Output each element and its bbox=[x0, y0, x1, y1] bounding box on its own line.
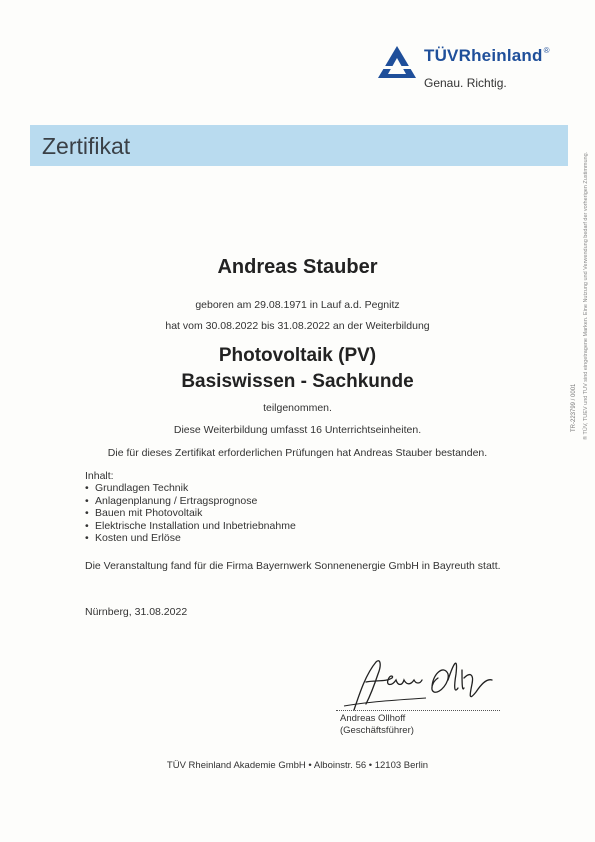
list-item bbox=[85, 520, 296, 533]
list-item-text: Anlagenplanung / Ertragsprognose bbox=[95, 494, 258, 507]
signer-role: (Geschäftsführer) bbox=[340, 725, 414, 736]
registered-mark: ® bbox=[543, 46, 550, 55]
participated-text: teilgenommen. bbox=[263, 402, 332, 414]
logo-tagline: Genau. Richtig. bbox=[424, 76, 507, 90]
training-period: hat vom 30.08.2022 bis 31.08.2022 an der Weiterbildung bbox=[165, 320, 430, 332]
list-item bbox=[85, 507, 296, 520]
list-item bbox=[85, 495, 296, 508]
exam-passed-text: Die für dieses Zertifikat erforderlichen Prüfungen hat Andreas Stauber bestanden. bbox=[107, 447, 488, 459]
place-and-date: Nürnberg, 31.08.2022 bbox=[85, 606, 188, 618]
hours-text: Diese Weiterbildung umfasst 16 Unterrichtseinheiten. bbox=[173, 424, 422, 436]
signer-name: Andreas Ollhoff bbox=[340, 713, 406, 724]
course-title-line2: Basiswissen - Sachkunde bbox=[181, 371, 414, 392]
list-item bbox=[85, 532, 296, 545]
triangle-logo-icon bbox=[376, 44, 418, 80]
venue-text: Die Veranstaltung fand für die Firma Bayernwerk Sonnenenergie GmbH in Bayreuth statt. bbox=[85, 560, 501, 572]
bullet: • bbox=[85, 494, 89, 507]
list-item-text: Grundlagen Technik bbox=[95, 482, 189, 494]
footer-address: TÜV Rheinland Akademie GmbH • Alboinstr. 56 • 12103 Berlin bbox=[166, 760, 429, 771]
logo-wordmark bbox=[424, 46, 550, 66]
content-list bbox=[85, 482, 296, 545]
side-reference-number: TR-223799 / 0001 bbox=[571, 383, 577, 432]
content-label: Inhalt: bbox=[85, 470, 114, 482]
bullet: • bbox=[85, 532, 89, 544]
bullet: • bbox=[85, 507, 89, 519]
list-item bbox=[85, 482, 296, 495]
tuv-rheinland-logo bbox=[376, 40, 576, 96]
handwritten-signature bbox=[336, 652, 506, 714]
logo-name-text: TÜVRheinland bbox=[424, 46, 543, 65]
bullet: • bbox=[85, 482, 89, 494]
list-item-text: Kosten und Erlöse bbox=[95, 532, 181, 544]
title-banner bbox=[30, 125, 568, 166]
bullet: • bbox=[85, 519, 89, 532]
course-title-line1: Photovoltaik (PV) bbox=[218, 345, 377, 366]
list-item-text: Bauen mit Photovoltaik bbox=[95, 507, 203, 519]
recipient-name: Andreas Stauber bbox=[217, 256, 378, 278]
list-item-text: Elektrische Installation und Inbetriebnahme bbox=[95, 519, 296, 532]
page-title: Zertifikat bbox=[42, 133, 131, 159]
side-legal-text: ® TÜV, TUEV und TUV sind eingetragene Marken. Eine Nutzung und Verwendung bedarf der vorherigen Zustimmung. bbox=[583, 151, 589, 440]
birth-info: geboren am 29.08.1971 in Lauf a.d. Pegnitz bbox=[195, 299, 400, 311]
signature-line bbox=[336, 710, 500, 711]
